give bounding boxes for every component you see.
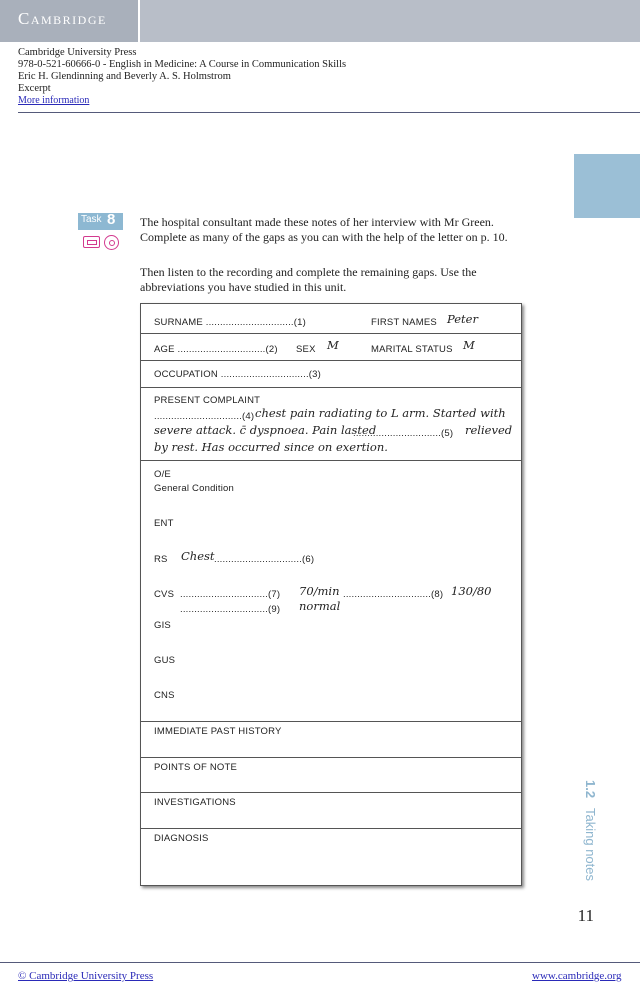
complaint-gap-5: ...............................(5) — [353, 428, 454, 439]
age-field: AGE ...............................(2) — [154, 344, 278, 355]
first-names-label: FIRST NAMES — [371, 317, 437, 328]
task-instructions-2: Then listen to the recording and complete the remaining gaps. Use the abbreviations you have studied in this unit. — [140, 265, 477, 294]
section-color-tab — [574, 154, 640, 218]
cvs-label: CVS — [154, 589, 175, 600]
present-complaint-label: PRESENT COMPLAINT — [154, 395, 261, 406]
points-of-note-label: POINTS OF NOTE — [154, 762, 238, 773]
page-number: 11 — [577, 906, 594, 925]
authors-line: Eric H. Glendinning and Beverly A. S. Holmstrom — [18, 71, 231, 82]
complaint-handwriting-2: severe attack. c̄ dyspnoea. Pain lasted — [154, 423, 377, 437]
row-divider — [141, 333, 521, 334]
cns-label: CNS — [154, 690, 175, 701]
cvs-gap-8: ...............................(8) — [343, 589, 444, 600]
sex-label: SEX — [296, 344, 316, 355]
task-instructions-1: The hospital consultant made these notes of her interview with Mr Green. Complete as many of the gaps as you can with the help of the letter on p. 10. — [140, 215, 508, 244]
more-information-link[interactable]: More information — [18, 95, 90, 106]
complaint-gap-4: ...............................(4) — [154, 411, 255, 422]
section-number: 1.2 — [583, 780, 598, 799]
publisher-line: Cambridge University Press — [18, 47, 137, 58]
row-divider — [141, 792, 521, 793]
sex-value: M — [327, 338, 339, 352]
occupation-field: OCCUPATION ...............................(3) — [154, 369, 321, 380]
case-notes-form — [140, 303, 522, 886]
gus-label: GUS — [154, 655, 176, 666]
row-divider — [141, 460, 521, 461]
rs-label: RS — [154, 554, 168, 565]
surname-field: SURNAME ...............................(1) — [154, 317, 306, 328]
complaint-handwriting-2b: relieved — [465, 423, 513, 437]
general-condition-label: General Condition — [154, 483, 234, 494]
cvs-gap-9: ...............................(9) — [180, 604, 281, 615]
footer-divider — [0, 962, 640, 963]
gis-label: GIS — [154, 620, 171, 631]
complaint-handwriting-3: by rest. Has occurred since on exertion. — [154, 440, 388, 454]
cvs-rate-value: 70/min — [299, 584, 340, 598]
marital-status-label: MARITAL STATUS — [371, 344, 453, 355]
past-history-label: IMMEDIATE PAST HISTORY — [154, 726, 282, 737]
copyright-link[interactable]: © Cambridge University Press — [18, 970, 154, 982]
row-divider — [141, 360, 521, 361]
cvs-bp-value: 130/80 — [451, 584, 492, 598]
isbn-title-line: 978-0-521-60666-0 - English in Medicine: A Course in Communication Skills — [18, 59, 347, 70]
cambridge-logo: Cambridge — [18, 9, 107, 28]
cd-icon — [104, 235, 119, 250]
section-title: Taking notes — [583, 808, 598, 881]
investigations-label: INVESTIGATIONS — [154, 797, 236, 808]
oe-label: O/E — [154, 469, 171, 480]
rs-value: Chest — [181, 549, 215, 563]
cvs-normal-value: normal — [299, 599, 341, 613]
cvs-gap-7: ...............................(7) — [180, 589, 281, 600]
row-divider — [141, 828, 521, 829]
diagnosis-label: DIAGNOSIS — [154, 833, 209, 844]
rs-gap-6: ...............................(6) — [214, 554, 315, 565]
row-divider — [141, 757, 521, 758]
task-number: 8 — [107, 211, 116, 228]
row-divider — [141, 721, 521, 722]
excerpt-label: Excerpt — [18, 83, 51, 94]
ent-label: ENT — [154, 518, 174, 529]
website-link[interactable]: www.cambridge.org — [532, 970, 622, 982]
marital-status-value: M — [463, 338, 475, 352]
task-label: Task — [81, 214, 102, 225]
row-divider — [141, 387, 521, 388]
complaint-handwriting-1: chest pain radiating to L arm. Started with — [255, 406, 506, 420]
first-names-value: Peter — [447, 312, 478, 326]
cassette-icon — [83, 236, 100, 248]
header-divider — [18, 112, 640, 113]
